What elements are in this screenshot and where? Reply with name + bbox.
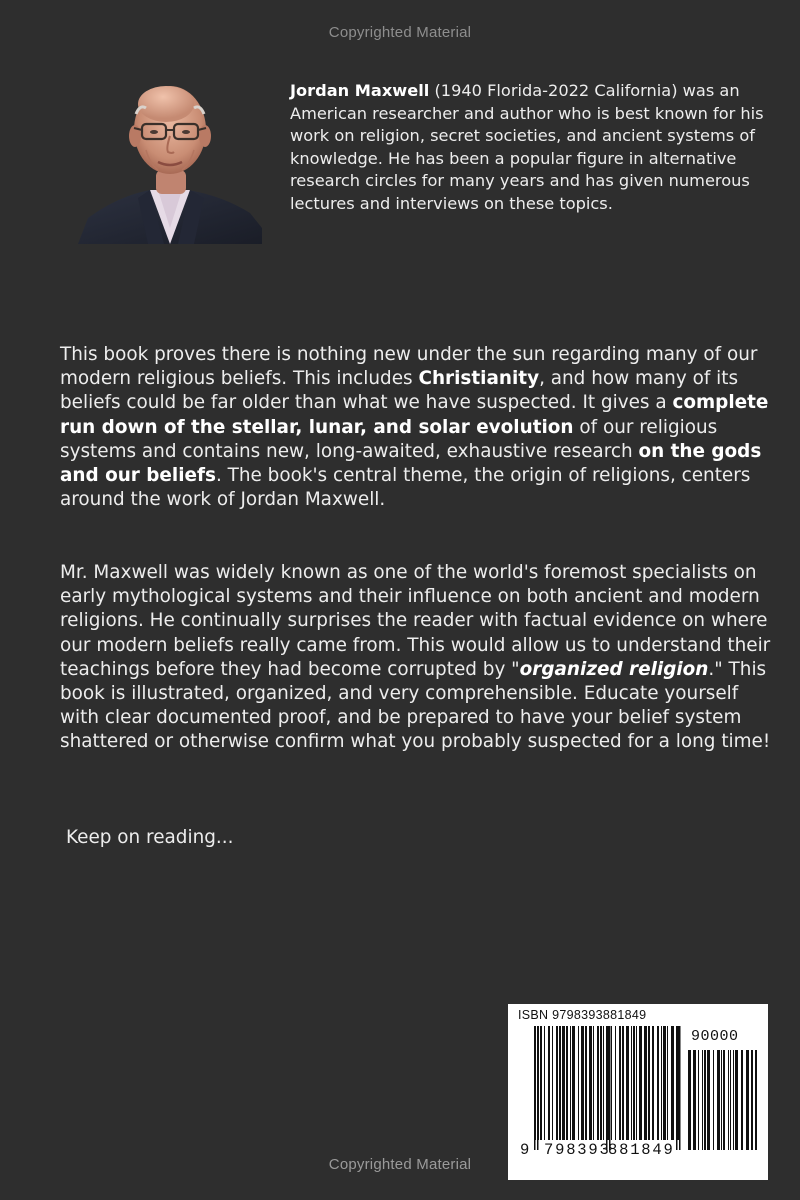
- barcode-addon-number: 90000: [691, 1028, 739, 1045]
- keep-reading-text: Keep on reading...: [66, 827, 234, 848]
- barcode-digit-first: 9: [520, 1141, 530, 1159]
- description-paragraph-1: [60, 343, 780, 512]
- p2-text-1: Mr. Maxwell was widely known as one of the world's foremost specialists on early mythological systems and their influence on both ancient and modern religions. He continually surprises the reader with factual evidence on where our modern beliefs really came from. This would allow us to understand their teachings before they had become corrupted by ": [60, 562, 771, 680]
- watermark-top: Copyrighted Material: [328, 24, 472, 41]
- barcode-digits-group-2: 881849: [608, 1141, 675, 1159]
- watermark-bottom: Copyrighted Material: [328, 1156, 472, 1173]
- p1-bold-christianity: Christianity: [418, 368, 540, 390]
- p1-text-3: of our religious systems and contains new, long-awaited, exhaustive research: [60, 416, 718, 462]
- p1-text-4: . The book's central theme, the origin of religions, centers around the work of Jordan Maxwell.: [60, 465, 751, 511]
- p1-bold-evolution: complete run down of the stellar, lunar, and solar evolution: [60, 392, 769, 438]
- author-bio-text: (1940 Florida-2022 California) was an American researcher and author who is best known for his work on religion, secret societies, and ancient systems of knowledge. He has been a popular figure in alternative research circles for many years and has given numerous lectures and interviews on these topics.: [290, 81, 764, 213]
- author-photo: [78, 78, 262, 244]
- p1-text-1: This book proves there is nothing new under the sun regarding many of our modern religious beliefs. This includes: [60, 344, 758, 390]
- isbn-label: ISBN 9798393881849: [518, 1008, 647, 1022]
- author-name: Jordan Maxwell: [290, 81, 430, 100]
- isbn-barcode: [508, 1004, 768, 1180]
- barcode-digits-group-1: 798393: [544, 1141, 611, 1159]
- author-bio: [290, 80, 790, 215]
- p1-bold-gods: on the gods and our beliefs: [60, 440, 762, 487]
- description-paragraph-2: [60, 561, 780, 755]
- p1-text-2: , and how many of its beliefs could be far older than what we have suspected. It gives a: [60, 368, 739, 414]
- p2-bold-italic-organized-religion: organized religion: [519, 658, 709, 680]
- p2-text-2: ." This book is illustrated, organized, and very comprehensible. Educate yourself with clear documented proof, and be prepared to have your belief system shattered or otherwise confirm what you probably suspected for a long time!: [60, 658, 771, 753]
